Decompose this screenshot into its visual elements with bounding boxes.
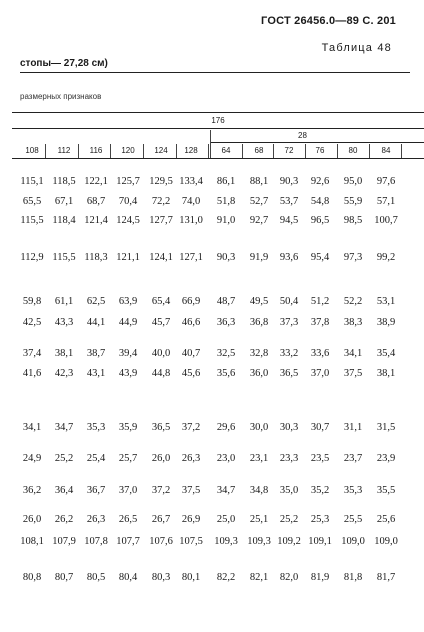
table-cell: 49,5 <box>249 296 269 307</box>
table-cell: 29,6 <box>216 422 236 433</box>
table-cell: 38,9 <box>376 317 396 328</box>
table-cell: 42,3 <box>54 368 74 379</box>
table-cell: 59,8 <box>22 296 42 307</box>
table-cell: 51,2 <box>310 296 330 307</box>
table-cell: 95,4 <box>310 252 330 263</box>
table-cell: 115,5 <box>52 252 76 263</box>
table-cell: 35,3 <box>343 485 363 496</box>
table-cell: 23,0 <box>216 453 236 464</box>
table-cell: 36,5 <box>279 368 299 379</box>
table-cell: 37,8 <box>310 317 330 328</box>
table-cell: 118,4 <box>52 215 76 226</box>
table-cell: 52,7 <box>249 196 269 207</box>
table-cell: 44,8 <box>151 368 171 379</box>
table-cell: 66,9 <box>181 296 201 307</box>
table-cell: 26,3 <box>181 453 201 464</box>
caption-top: стопы— 27,28 см) <box>20 58 108 69</box>
column-header: 128 <box>184 146 198 155</box>
column-separator <box>208 144 209 158</box>
table-cell: 25,2 <box>54 453 74 464</box>
table-cell: 88,1 <box>249 176 269 187</box>
table-cell: 115,1 <box>20 176 44 187</box>
table-cell: 24,9 <box>22 453 42 464</box>
table-cell: 48,7 <box>216 296 236 307</box>
column-header: 116 <box>89 146 103 155</box>
table-cell: 99,2 <box>376 252 396 263</box>
column-header: 68 <box>254 146 264 155</box>
table-cell: 95,0 <box>343 176 363 187</box>
table-cell: 107,9 <box>52 536 76 547</box>
table-cell: 37,2 <box>181 422 201 433</box>
table-cell: 38,3 <box>343 317 363 328</box>
table-cell: 43,1 <box>86 368 106 379</box>
table-cell: 93,6 <box>279 252 299 263</box>
table-cell: 26,9 <box>181 514 201 525</box>
table-cell: 86,1 <box>216 176 236 187</box>
table-cell: 26,7 <box>151 514 171 525</box>
table-cell: 36,3 <box>216 317 236 328</box>
table-cell: 109,0 <box>374 536 398 547</box>
table-cell: 109,2 <box>277 536 301 547</box>
table-cell: 107,6 <box>149 536 173 547</box>
table-cell: 31,5 <box>376 422 396 433</box>
table-cell: 74,0 <box>181 196 201 207</box>
table-cell: 80,5 <box>86 572 106 583</box>
table-cell: 125,7 <box>116 176 140 187</box>
table-cell: 25,3 <box>310 514 330 525</box>
table-cell: 35,2 <box>310 485 330 496</box>
table-cell: 38,1 <box>376 368 396 379</box>
column-separator <box>337 144 338 158</box>
table-cell: 45,7 <box>151 317 171 328</box>
table-cell: 25,2 <box>279 514 299 525</box>
table-cell: 67,1 <box>54 196 74 207</box>
table-cell: 122,1 <box>84 176 108 187</box>
table-cell: 41,6 <box>22 368 42 379</box>
table-cell: 118,3 <box>84 252 108 263</box>
table-cell: 44,9 <box>118 317 138 328</box>
table-cell: 34,8 <box>249 485 269 496</box>
table-subgroup-rule <box>210 142 424 143</box>
table-cell: 109,3 <box>214 536 238 547</box>
table-cell: 35,4 <box>376 348 396 359</box>
table-cell: 34,1 <box>343 348 363 359</box>
table-cell: 40,7 <box>181 348 201 359</box>
table-cell: 121,1 <box>116 252 140 263</box>
table-cell: 23,1 <box>249 453 269 464</box>
table-cell: 34,1 <box>22 422 42 433</box>
column-separator <box>176 144 177 158</box>
table-cell: 35,6 <box>216 368 236 379</box>
table-cell: 81,9 <box>310 572 330 583</box>
table-cell: 36,7 <box>86 485 106 496</box>
column-separator <box>273 144 274 158</box>
table-cell: 92,7 <box>249 215 269 226</box>
group-separator <box>210 130 211 158</box>
table-cell: 127,7 <box>149 215 173 226</box>
column-header: 64 <box>221 146 231 155</box>
table-cell: 23,9 <box>376 453 396 464</box>
caption-sub: размерных признаков <box>20 92 102 101</box>
table-cell: 33,2 <box>279 348 299 359</box>
column-separator <box>143 144 144 158</box>
table-cell: 109,3 <box>247 536 271 547</box>
table-cell: 112,9 <box>20 252 44 263</box>
table-cell: 31,1 <box>343 422 363 433</box>
table-cell: 65,5 <box>22 196 42 207</box>
table-cell: 34,7 <box>216 485 236 496</box>
table-cell: 109,0 <box>341 536 365 547</box>
table-cell: 26,5 <box>118 514 138 525</box>
table-cell: 35,9 <box>118 422 138 433</box>
table-cell: 107,5 <box>179 536 203 547</box>
table-cell: 57,1 <box>376 196 396 207</box>
table-cell: 82,2 <box>216 572 236 583</box>
table-cell: 45,6 <box>181 368 201 379</box>
table-cell: 43,9 <box>118 368 138 379</box>
table-cell: 91,9 <box>249 252 269 263</box>
table-cell: 90,3 <box>216 252 236 263</box>
table-cell: 36,0 <box>249 368 269 379</box>
table-cell: 33,6 <box>310 348 330 359</box>
table-cell: 32,8 <box>249 348 269 359</box>
table-cell: 26,0 <box>22 514 42 525</box>
table-cell: 25,6 <box>376 514 396 525</box>
table-cell: 25,7 <box>118 453 138 464</box>
table-header-bottom-rule <box>12 158 424 159</box>
column-separator <box>45 144 46 158</box>
table-cell: 36,5 <box>151 422 171 433</box>
table-cell: 35,3 <box>86 422 106 433</box>
table-cell: 91,0 <box>216 215 236 226</box>
table-cell: 82,1 <box>249 572 269 583</box>
table-cell: 35,0 <box>279 485 299 496</box>
table-group-rule <box>12 128 424 129</box>
table-cell: 80,7 <box>54 572 74 583</box>
table-cell: 37,0 <box>310 368 330 379</box>
table-cell: 23,7 <box>343 453 363 464</box>
column-separator <box>401 144 402 158</box>
column-separator <box>305 144 306 158</box>
table-cell: 37,3 <box>279 317 299 328</box>
table-cell: 25,4 <box>86 453 106 464</box>
table-cell: 118,5 <box>52 176 76 187</box>
column-separator <box>78 144 79 158</box>
column-header: 72 <box>284 146 294 155</box>
table-cell: 26,0 <box>151 453 171 464</box>
table-cell: 37,5 <box>343 368 363 379</box>
table-cell: 37,0 <box>118 485 138 496</box>
table-cell: 81,8 <box>343 572 363 583</box>
table-cell: 100,7 <box>374 215 398 226</box>
table-cell: 94,5 <box>279 215 299 226</box>
column-separator <box>369 144 370 158</box>
caption-underline <box>20 72 410 73</box>
table-cell: 62,5 <box>86 296 106 307</box>
table-cell: 133,4 <box>179 176 203 187</box>
column-header: 84 <box>381 146 391 155</box>
table-cell: 129,5 <box>149 176 173 187</box>
table-cell: 42,5 <box>22 317 42 328</box>
column-header: 80 <box>348 146 358 155</box>
table-cell: 44,1 <box>86 317 106 328</box>
table-cell: 61,1 <box>54 296 74 307</box>
table-cell: 96,5 <box>310 215 330 226</box>
table-cell: 107,8 <box>84 536 108 547</box>
table-cell: 52,2 <box>343 296 363 307</box>
table-cell: 124,5 <box>116 215 140 226</box>
table-cell: 65,4 <box>151 296 171 307</box>
column-separator <box>110 144 111 158</box>
table-cell: 40,0 <box>151 348 171 359</box>
group-header-28: 28 <box>298 131 307 140</box>
table-cell: 82,0 <box>279 572 299 583</box>
table-cell: 38,7 <box>86 348 106 359</box>
table-cell: 30,3 <box>279 422 299 433</box>
table-cell: 80,4 <box>118 572 138 583</box>
table-cell: 37,2 <box>151 485 171 496</box>
table-cell: 127,1 <box>179 252 203 263</box>
table-cell: 115,5 <box>20 215 44 226</box>
table-cell: 70,4 <box>118 196 138 207</box>
table-cell: 37,5 <box>181 485 201 496</box>
table-cell: 98,5 <box>343 215 363 226</box>
table-cell: 32,5 <box>216 348 236 359</box>
table-cell: 108,1 <box>20 536 44 547</box>
column-header: 108 <box>25 146 39 155</box>
table-cell: 90,3 <box>279 176 299 187</box>
table-cell: 36,2 <box>22 485 42 496</box>
table-cell: 23,5 <box>310 453 330 464</box>
table-cell: 80,8 <box>22 572 42 583</box>
table-cell: 55,9 <box>343 196 363 207</box>
table-cell: 131,0 <box>179 215 203 226</box>
table-cell: 43,3 <box>54 317 74 328</box>
table-cell: 30,0 <box>249 422 269 433</box>
table-label: Таблица 48 <box>321 42 392 54</box>
table-cell: 36,4 <box>54 485 74 496</box>
table-cell: 54,8 <box>310 196 330 207</box>
table-cell: 38,1 <box>54 348 74 359</box>
column-separator <box>242 144 243 158</box>
table-cell: 36,8 <box>249 317 269 328</box>
table-cell: 109,1 <box>308 536 332 547</box>
table-cell: 92,6 <box>310 176 330 187</box>
document-code: ГОСТ 26456.0—89 С. 201 <box>261 15 396 27</box>
table-cell: 63,9 <box>118 296 138 307</box>
table-cell: 121,4 <box>84 215 108 226</box>
table-cell: 23,3 <box>279 453 299 464</box>
table-cell: 37,4 <box>22 348 42 359</box>
column-header: 76 <box>315 146 325 155</box>
table-cell: 25,1 <box>249 514 269 525</box>
table-cell: 39,4 <box>118 348 138 359</box>
table-cell: 26,3 <box>86 514 106 525</box>
table-cell: 35,5 <box>376 485 396 496</box>
table-cell: 25,5 <box>343 514 363 525</box>
table-cell: 80,3 <box>151 572 171 583</box>
table-cell: 34,7 <box>54 422 74 433</box>
table-cell: 26,2 <box>54 514 74 525</box>
table-cell: 107,7 <box>116 536 140 547</box>
table-cell: 53,1 <box>376 296 396 307</box>
table-cell: 81,7 <box>376 572 396 583</box>
table-cell: 68,7 <box>86 196 106 207</box>
table-cell: 72,2 <box>151 196 171 207</box>
table-cell: 50,4 <box>279 296 299 307</box>
group-header-176: 176 <box>211 116 225 125</box>
table-cell: 97,3 <box>343 252 363 263</box>
table-top-rule <box>12 112 424 113</box>
table-cell: 80,1 <box>181 572 201 583</box>
table-cell: 30,7 <box>310 422 330 433</box>
table-cell: 97,6 <box>376 176 396 187</box>
table-cell: 46,6 <box>181 317 201 328</box>
table-cell: 51,8 <box>216 196 236 207</box>
table-cell: 124,1 <box>149 252 173 263</box>
column-header: 120 <box>121 146 135 155</box>
table-cell: 25,0 <box>216 514 236 525</box>
column-header: 124 <box>154 146 168 155</box>
table-cell: 53,7 <box>279 196 299 207</box>
column-header: 112 <box>57 146 71 155</box>
